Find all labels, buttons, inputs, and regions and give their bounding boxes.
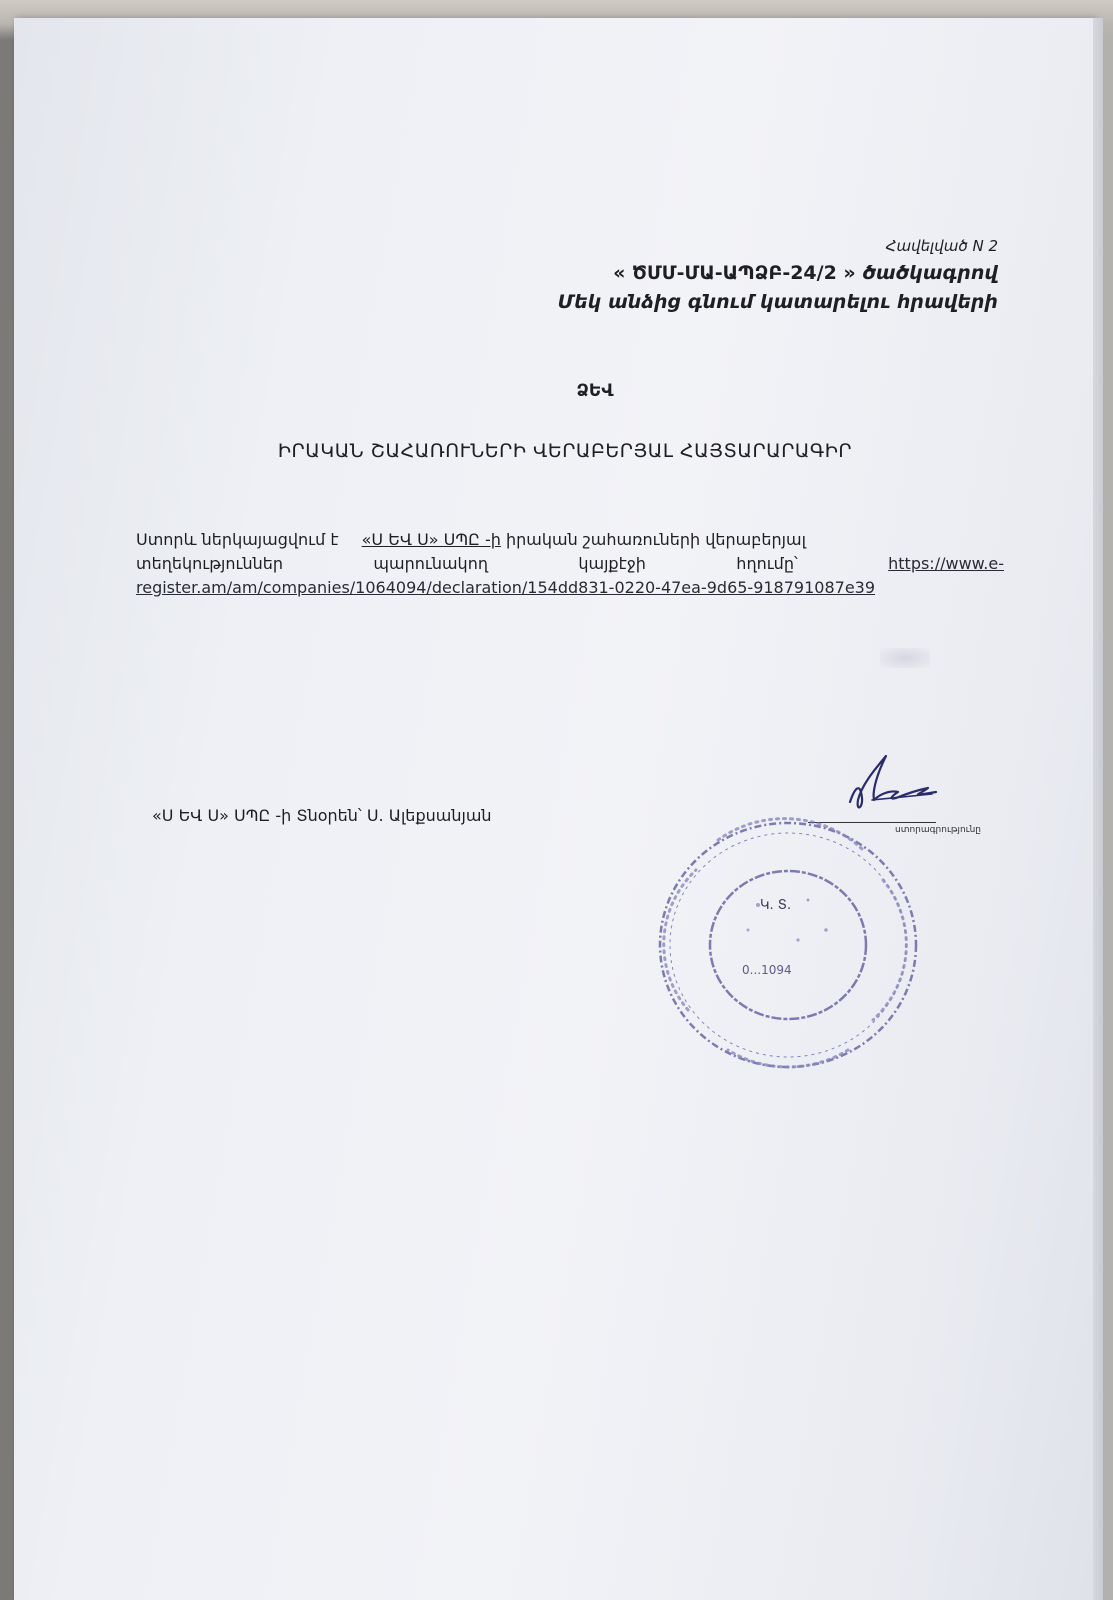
contract-code: « ԾՄՄ-ՄԱ-ԱՊՁԲ-24/2 » — [613, 262, 856, 284]
word-link: հղումը՝ — [736, 554, 798, 573]
stamp-registration-number: 0...1094 — [742, 963, 792, 977]
register-url-part2[interactable]: register.am/am/companies/1064094/declaration/154dd831-0220-47ea-9d65-918791087e39 — [136, 578, 876, 597]
paragraph-line-2 — [136, 552, 1004, 576]
word-containing: պարունակող — [373, 554, 488, 573]
intro-text: Ստորև ներկայացվում է — [136, 530, 339, 549]
contract-code-line — [613, 262, 998, 284]
word-info: տեղեկություններ — [136, 554, 284, 573]
procedure-text: Մեկ անձից գնում կատարելու հրավերի — [557, 291, 998, 313]
after-link-text: իրական շահառուների վերաբերյալ — [505, 530, 806, 549]
company-name-link: «Ս ԵՎ Ս» ՍՊԸ -ի — [361, 530, 501, 549]
register-url-part1[interactable]: https://www.e- — [888, 554, 1004, 573]
document-title: ԻՐԱԿԱՆ ՇԱՀԱՌՈՒՆԵՐԻ ՎԵՐԱԲԵՐՅԱԼ ՀԱՅՏԱՐԱՐԱԳԻՐ — [277, 440, 853, 462]
declaration-paragraph — [136, 528, 1006, 600]
paragraph-line-1 — [136, 528, 1006, 552]
company-stamp — [648, 810, 928, 1080]
page-stack-edge — [1093, 18, 1103, 1600]
form-label: ՁԵՎ — [576, 381, 614, 401]
stamp-place-mark: Կ. Տ. — [760, 898, 792, 913]
word-website: կայքէջի — [578, 554, 646, 573]
signature-caption: ստորագրությունը — [895, 825, 981, 835]
signer-name: «Ս ԵՎ Ս» ՍՊԸ -ի Տնօրեն՝ Ս. Ալեքսանյան — [152, 806, 492, 825]
paper-smudge — [880, 648, 930, 668]
contract-word: ծածկագրով — [862, 262, 998, 284]
annex-number: Հավելված N 2 — [885, 237, 998, 255]
